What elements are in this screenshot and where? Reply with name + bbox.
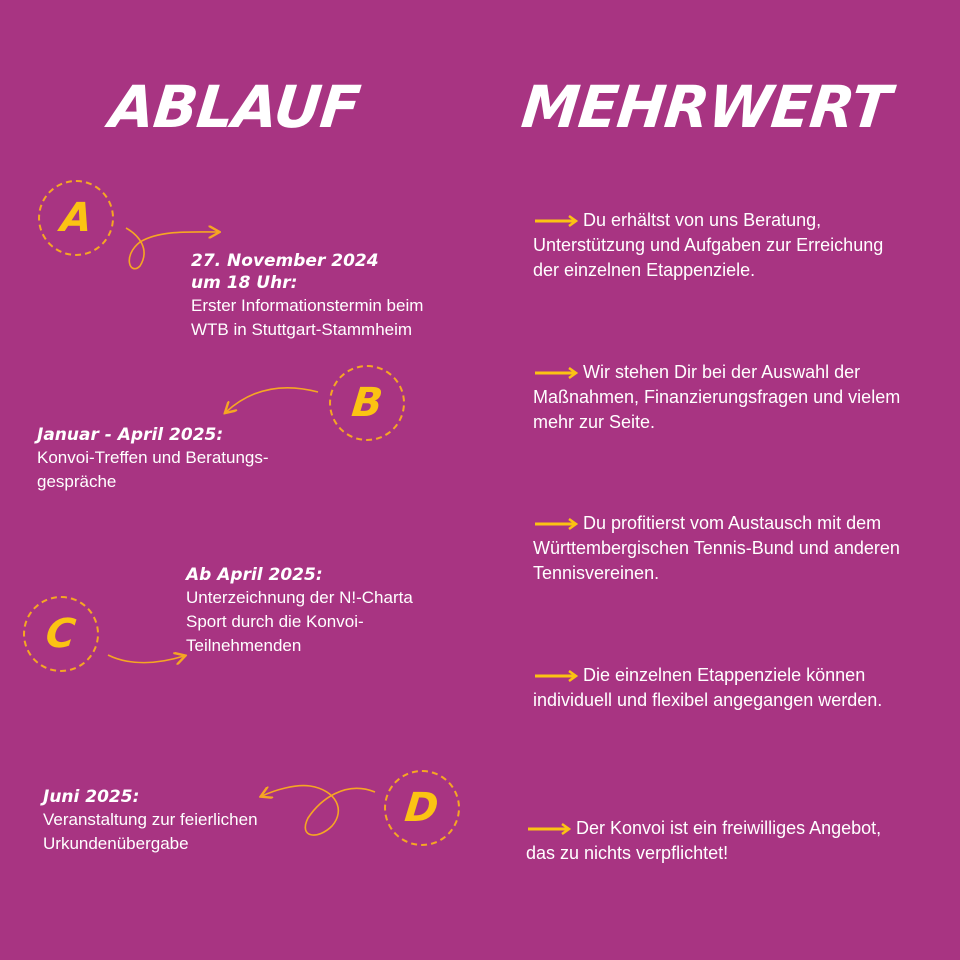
step-c-circle	[23, 596, 99, 672]
benefit-text: Du erhältst von uns Beratung, Unterstützung und Aufgaben zur Erreichung der einzelnen Etappenziele.	[533, 210, 884, 280]
step-d-text: Veranstaltung zur feierlichen Urkundenübergabe	[43, 810, 258, 853]
heading-mehrwert: MEHRWERT	[518, 73, 894, 141]
step-a-letter: A	[58, 195, 94, 241]
benefit-text: Du profitierst vom Austausch mit dem Württembergischen Tennis-Bund und anderen Tennisvereinen.	[533, 513, 900, 583]
arrow-right-icon	[533, 670, 579, 682]
step-d	[43, 786, 303, 856]
step-a-date: 27. November 2024 um 18 Uhr:	[191, 251, 379, 293]
arrow-right-icon	[533, 215, 579, 227]
arrow-right-icon	[526, 823, 572, 835]
step-d-letter: D	[402, 785, 442, 831]
benefit-text: Die einzelnen Etappenziele können individuell und flexibel angegangen werden.	[533, 665, 883, 710]
step-c	[186, 564, 456, 658]
step-b-text: Konvoi-Treffen und Beratungs-gespräche	[37, 448, 269, 491]
step-c-text: Unterzeichnung der N!-Charta Sport durch die Konvoi-Teilnehmenden	[186, 588, 413, 655]
benefit-item	[526, 816, 906, 866]
step-b-letter: B	[349, 380, 385, 426]
step-d-date: Juni 2025:	[43, 787, 140, 807]
step-a	[191, 250, 491, 342]
benefit-item	[533, 360, 913, 435]
benefit-item	[533, 208, 913, 283]
step-b-date: Januar - April 2025:	[37, 425, 224, 445]
step-d-circle	[384, 770, 460, 846]
heading-ablauf: ABLAUF	[106, 73, 363, 141]
benefit-item	[533, 511, 913, 586]
arrow-right-icon	[533, 367, 579, 379]
benefit-item	[533, 663, 913, 713]
step-b	[37, 424, 327, 494]
step-a-text: Erster Informationstermin beim WTB in Stuttgart-Stammheim	[191, 296, 424, 339]
arrow-right-icon	[533, 518, 579, 530]
step-c-letter: C	[43, 611, 79, 657]
benefit-text: Wir stehen Dir bei der Auswahl der Maßnahmen, Finanzierungsfragen und vielem mehr zur Seite.	[533, 362, 901, 432]
step-a-circle	[38, 180, 114, 256]
step-c-date: Ab April 2025:	[186, 565, 323, 585]
step-b-circle	[329, 365, 405, 441]
benefit-text: Der Konvoi ist ein freiwilliges Angebot, das zu nichts verpflichtet!	[526, 818, 882, 863]
